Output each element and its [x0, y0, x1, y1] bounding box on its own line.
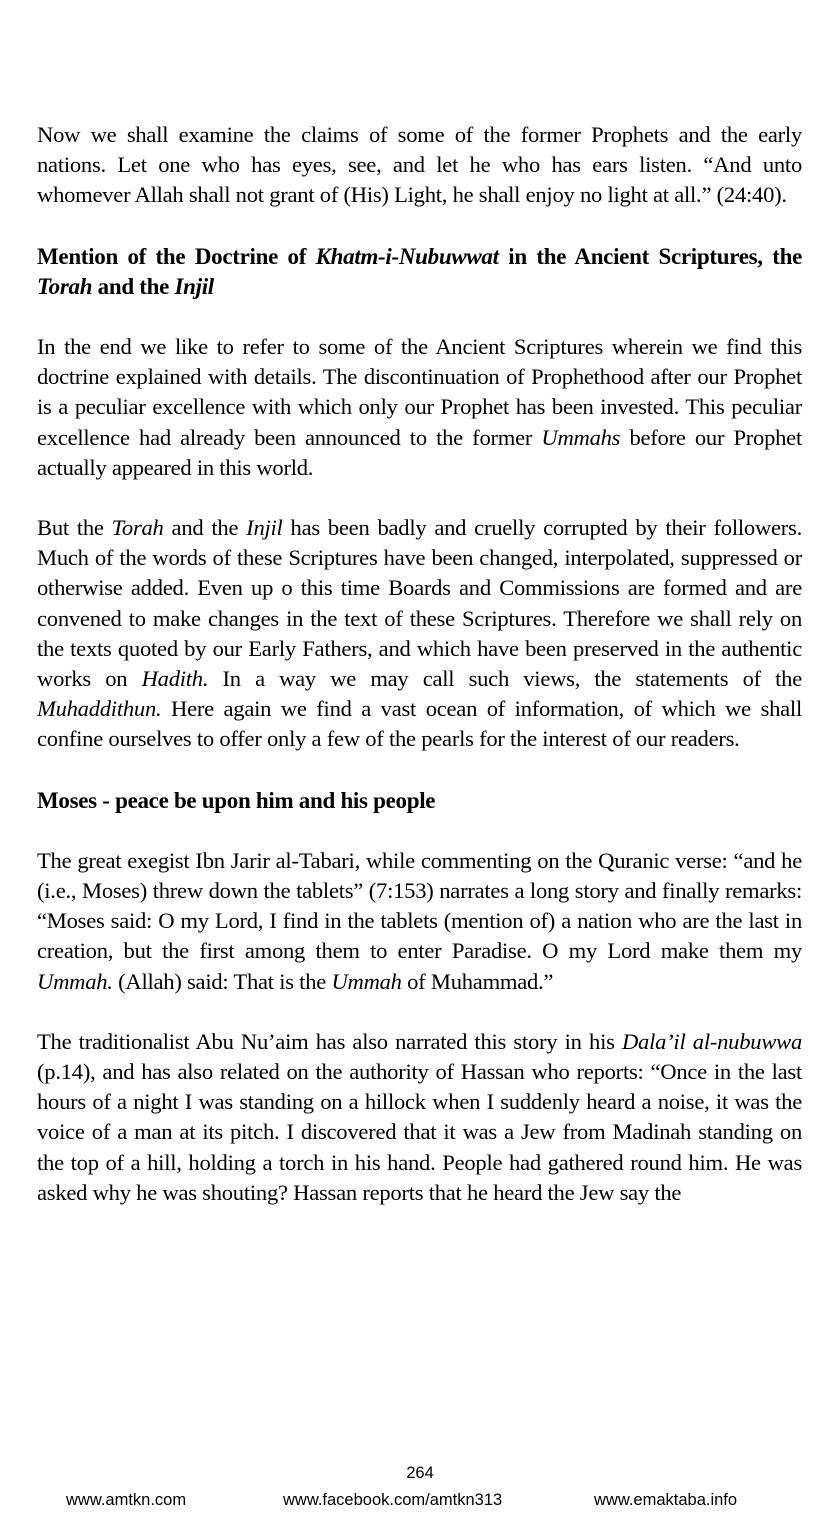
- paragraph-ancient-scriptures: In the end we like to refer to some of the Ancient Scriptures wherein we find this doctrine explained with details. The discontinuation of Prophethood after our Prophet is a peculiar excellence with which only our Prophet has been invested. This peculiar excellence had already been announced to the former Ummahs before our Prophet actually appeared in this world.: [37, 334, 802, 480]
- section-heading-doctrine: Mention of the Doctrine of Khatm-i-Nubuwwat in the Ancient Scriptures, the Torah and the Injil: [37, 243, 802, 299]
- footer-link-facebook[interactable]: www.facebook.com/amtkn313: [283, 1491, 503, 1509]
- footer-link-amtkn[interactable]: www.amtkn.com: [66, 1491, 187, 1509]
- term-khatm: Khatm-i-Nubuwwat: [315, 243, 499, 269]
- paragraph-tabari: The great exegist Ibn Jarir al-Tabari, while commenting on the Quranic verse: “and he (i.e., Moses) threw down the tablets” (7:153) narrates a long story and finally remarks: “Moses said: O my Lord, I find in the tablets (mention of) a nation who are the last in creation, but the first among them to enter Paradise. O my Lord make them my Ummah. (Allah) said: That is the Ummah of Muhammad.”: [37, 847, 802, 994]
- page-body: [37, 120, 802, 1208]
- footer-link-emaktaba[interactable]: www.emaktaba.info: [594, 1491, 738, 1509]
- page-number: 264: [406, 1464, 434, 1482]
- paragraph-abu-nuaim: The traditionalist Abu Nu’aim has also narrated this story in his Dala’il al-nubuwwa (p.14), and has also related on the authority of Hassan who reports: “Once in the last hours of a night I was standing on a hillock when I suddenly heard a noise, it was the voice of a man at its pitch. I discovered that it was a Jew from Madinah standing on the top of a hill, holding a torch in his hand. People had gathered round him. He was asked why he was shouting? Hassan reports that he heard the Jew say the: [37, 1028, 802, 1205]
- section-heading-moses: Moses - peace be upon him and his people: [37, 787, 436, 813]
- intro-paragraph: Now we shall examine the claims of some of the former Prophets and the early nations. Let one who has eyes, see, and let he who has ears listen. “And unto whomever Allah shall not grant of (His) Light, he shall enjoy no light at all.” (24:40).: [37, 122, 802, 208]
- paragraph-torah-injil: But the Torah and the Injil has been badly and cruelly corrupted by their followers. Much of the words of these Scriptures have been changed, interpolated, suppressed or otherwise added. Even up o this time Boards and Commissions are formed and are convened to make changes in the text of these Scriptures. Therefore we shall rely on the texts quoted by our Early Fathers, and which have been preserved in the authentic works on Hadith. In a way we may call such views, the statements of the Muhaddithun. Here again we find a vast ocean of information, of which we shall confine ourselves to offer only a few of the pearls for the interest of our readers.: [37, 515, 802, 752]
